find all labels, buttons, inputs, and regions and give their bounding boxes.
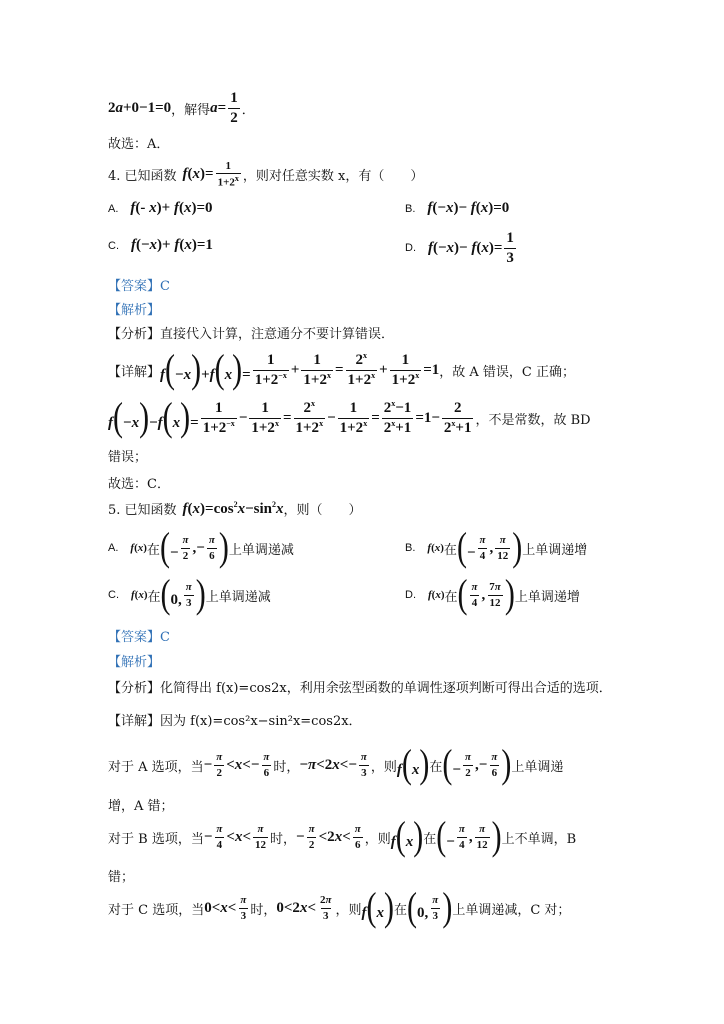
q4-detail-line2: f(−x)−f(x)= $\frac{1}{1+2^{-x}}$ − $\frac{1}{1+2^x}$ = $\frac{2^x}{1+2^x}$ − $\frac{1}{1+2^x}$ = $\frac{2^x-1}{2^x+1}$ =1− $\frac{2}{2^x+1}$ ，不是常数，故 BD <box>108 395 591 440</box>
q5-answer: 【答案】C <box>108 630 170 645</box>
prev-equation-line: 2a+0−1=0 ，解得 a = $\frac{1}{2}$ ． <box>108 90 255 126</box>
q4-choose: 故选：C． <box>108 477 170 492</box>
q4-option-d: D. f(−x)− f(x)= $\frac{1}{3}$ <box>405 230 514 266</box>
q5-option-b-analysis: 对于 B 选项，当 − $\frac{\pi}{4}$ <x< $\frac{\pi}{12}$ 时， − $\frac{\pi}{2}$ <2x< $\frac{\pi}{6}$ ，则 f(x) 在 (− $\frac{\pi}{4}$ , $\frac{\pi}{12}$ ) 上不单调，B <box>108 814 577 859</box>
q4-fenxi: 【分析】 直接代入计算，注意通分不要计算错误． <box>108 327 395 342</box>
q5-option-a: A. f(x) 在 (− $\frac{\pi}{2}$ ,− $\frac{\pi}{6}$ ) 上单调递减 <box>108 525 294 570</box>
prev-choose-line: 故选：A． <box>108 137 170 152</box>
q4-answer: 【答案】C <box>108 279 170 294</box>
q4-stem: 4. 已知函数 f(x)= $\frac{1}{1+2^x}$ ，则对任意实数 x，有（ ） <box>108 160 424 189</box>
q4-option-c: C. f(−x)+ f(x)=1 <box>108 237 213 253</box>
fraction-one-half: $\frac{1}{2}$ <box>230 90 238 126</box>
q5-option-a-wrap: 增，A 错； <box>108 799 174 814</box>
q5-fenxi: 【分析】 化简得出 f(x)=cos2x，利用余弦型函数的单调性逐项判断可得出合适的选项． <box>108 681 612 696</box>
q4-detail-line1: 【详解】 f(−x)+f(x)= $\frac{1}{1+2^{-x}}$ + $\frac{1}{1+2^x}$ = $\frac{2^x}{1+2^x}$ + $\frac{1}{1+2^x}$ =1 ，故 A 错误，C 正确； <box>108 347 575 392</box>
q5-option-d: D. f(x) 在 ( $\frac{\pi}{4}$ , $\frac{7\pi}{12}$ ) 上单调递增 <box>405 572 580 617</box>
q4-function-fraction: $\frac{1}{1+2^x}$ <box>217 160 239 189</box>
q5-option-c-analysis: 对于 C 选项，当 0<x< $\frac{\pi}{3}$ 时， 0<2x< $\frac{2\pi}{3}$ ，则 f(x) 在 (0, $\frac{\pi}{3}$ ) 上单调递减，C 对； <box>108 885 571 930</box>
q4-detail-wrap: 错误； <box>108 450 148 465</box>
q5-option-c: C. f(x) 在 (0, $\frac{\pi}{3}$ ) 上单调递减 <box>108 572 271 617</box>
q4-analysis-head: 【解析】 <box>108 303 161 318</box>
q5-xiangjie: 【详解】 因为 f(x)=cos²x−sin²x=cos2x． <box>108 714 362 729</box>
q5-option-b-wrap: 错； <box>108 870 135 885</box>
q5-option-b: B. f(x) 在 (− $\frac{\pi}{4}$ , $\frac{\pi}{12}$ ) 上单调递增 <box>405 525 588 570</box>
q4-option-b: B. f(−x)− f(x)=0 <box>405 200 510 216</box>
q5-option-a-analysis: 对于 A 选项，当 − $\frac{\pi}{2}$ <x<− $\frac{\pi}{6}$ 时， −π<2x<− $\frac{\pi}{3}$ ，则 f(x) 在 (− $\frac{\pi}{2}$ ,− $\frac{\pi}{6}$ ) 上单调递 <box>108 742 564 787</box>
q4-option-a: A. f(- x)+ f(x)=0 <box>108 200 213 216</box>
q5-stem: 5. 已知函数 $f(x)=\cos^2x-\sin^2x$ ，则（ ） <box>108 499 362 518</box>
q5-analysis-head: 【解析】 <box>108 655 161 670</box>
